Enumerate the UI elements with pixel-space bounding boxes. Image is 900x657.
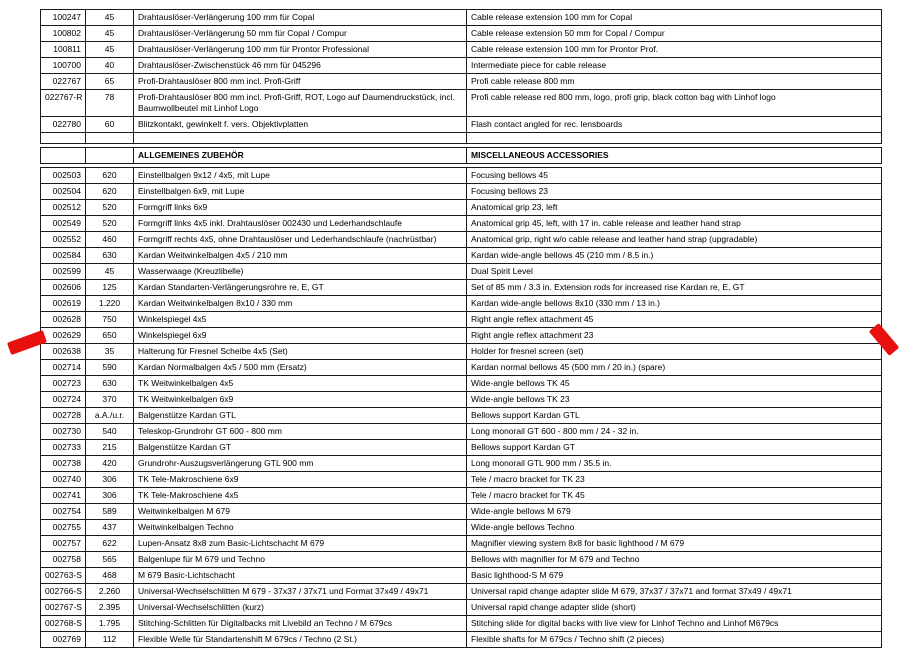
item-number-cell bbox=[41, 133, 86, 144]
item-number-cell: 002755 bbox=[41, 520, 86, 536]
table-row bbox=[41, 184, 882, 200]
description-de-cell: Weitwinkelbalgen Techno bbox=[134, 520, 467, 536]
price-cell: 589 bbox=[86, 504, 134, 520]
item-number-cell: 002769 bbox=[41, 632, 86, 648]
item-number-cell: 002723 bbox=[41, 376, 86, 392]
item-number-cell: 002549 bbox=[41, 216, 86, 232]
description-en-cell: Flexible shafts for M 679cs / Techno shift (2 pieces) bbox=[467, 632, 882, 648]
description-en-cell: Bellows support Kardan GTL bbox=[467, 408, 882, 424]
table-row bbox=[41, 26, 882, 42]
price-cell: 45 bbox=[86, 264, 134, 280]
item-number-cell bbox=[41, 148, 86, 164]
description-en-cell: Bellows support Kardan GT bbox=[467, 440, 882, 456]
table-row bbox=[41, 90, 882, 117]
item-number-cell: 002738 bbox=[41, 456, 86, 472]
price-cell: 468 bbox=[86, 568, 134, 584]
description-en-cell: Kardan wide-angle bellows 45 (210 mm / 8.5 in.) bbox=[467, 248, 882, 264]
description-de-cell: TK Weitwinkelbalgen 4x5 bbox=[134, 376, 467, 392]
description-en-cell: Cable release extension 100 mm for Copal bbox=[467, 10, 882, 26]
description-en-cell: Kardan normal bellows 45 (500 mm / 20 in.) (spare) bbox=[467, 360, 882, 376]
item-number-cell: 002768-S bbox=[41, 616, 86, 632]
item-number-cell: 002503 bbox=[41, 168, 86, 184]
item-number-cell: 002599 bbox=[41, 264, 86, 280]
description-en-cell: Magnifier viewing system 8x8 for basic lighthood / M 679 bbox=[467, 536, 882, 552]
description-en-cell: Anatomical grip, right w/o cable release and leather hand strap (upgradable) bbox=[467, 232, 882, 248]
table-row bbox=[41, 200, 882, 216]
table-row bbox=[41, 408, 882, 424]
description-de-cell: Formgriff links 4x5 inkl. Drahtauslöser 002430 und Lederhandschlaufe bbox=[134, 216, 467, 232]
item-number-cell: 100811 bbox=[41, 42, 86, 58]
description-de-cell: Wasserwaage (Kreuzlibelle) bbox=[134, 264, 467, 280]
table-row bbox=[41, 488, 882, 504]
price-cell: 620 bbox=[86, 168, 134, 184]
description-en-cell: Profi cable release red 800 mm, logo, profi grip, black cotton bag with Linhof logo bbox=[467, 90, 882, 117]
description-en-cell: Flash contact angled for rec. lensboards bbox=[467, 117, 882, 133]
description-de-cell: Universal-Wechselschlitten M 679 - 37x37 / 37x71 und Format 37x49 / 49x71 bbox=[134, 584, 467, 600]
table-row bbox=[41, 568, 882, 584]
item-number-cell: 002512 bbox=[41, 200, 86, 216]
table-row bbox=[41, 424, 882, 440]
description-de-cell: Drahtauslöser-Verlängerung 50 mm für Copal / Compur bbox=[134, 26, 467, 42]
description-de-cell: Balgenlupe für M 679 und Techno bbox=[134, 552, 467, 568]
table-row bbox=[41, 632, 882, 648]
price-cell: 112 bbox=[86, 632, 134, 648]
item-number-cell: 002733 bbox=[41, 440, 86, 456]
table-row bbox=[41, 74, 882, 90]
table-row bbox=[41, 232, 882, 248]
description-en-cell: Basic lighthood-S M 679 bbox=[467, 568, 882, 584]
description-en-cell: Kardan wide-angle bellows 8x10 (330 mm / 13 in.) bbox=[467, 296, 882, 312]
price-cell: 565 bbox=[86, 552, 134, 568]
description-en-cell bbox=[467, 133, 882, 144]
description-en-cell: Wide-angle bellows Techno bbox=[467, 520, 882, 536]
price-cell: 45 bbox=[86, 10, 134, 26]
item-number-cell: 002757 bbox=[41, 536, 86, 552]
description-en-cell: Focusing bellows 45 bbox=[467, 168, 882, 184]
table-row bbox=[41, 360, 882, 376]
price-cell: 306 bbox=[86, 488, 134, 504]
description-de-cell: Einstellbalgen 6x9, mit Lupe bbox=[134, 184, 467, 200]
description-de-cell: Blitzkontakt, gewinkelt f. vers. Objektivplatten bbox=[134, 117, 467, 133]
description-en-cell: Wide-angle bellows TK 23 bbox=[467, 392, 882, 408]
price-cell: 65 bbox=[86, 74, 134, 90]
description-de-cell: Flexible Welle für Standartenshift M 679cs / Techno (2 St.) bbox=[134, 632, 467, 648]
price-cell: 590 bbox=[86, 360, 134, 376]
item-number-cell: 022780 bbox=[41, 117, 86, 133]
description-en-cell: Universal rapid change adapter slide (short) bbox=[467, 600, 882, 616]
item-number-cell: 002740 bbox=[41, 472, 86, 488]
table-row bbox=[41, 10, 882, 26]
description-de-cell: Teleskop-Grundrohr GT 600 - 800 mm bbox=[134, 424, 467, 440]
item-number-cell: 002714 bbox=[41, 360, 86, 376]
description-de-cell: Drahtauslöser-Verlängerung 100 mm für Prontor Professional bbox=[134, 42, 467, 58]
price-cell: 630 bbox=[86, 248, 134, 264]
description-en-cell: Focusing bellows 23 bbox=[467, 184, 882, 200]
description-de-cell: Winkelspiegel 6x9 bbox=[134, 328, 467, 344]
item-number-cell: 002724 bbox=[41, 392, 86, 408]
price-cell: 540 bbox=[86, 424, 134, 440]
price-cell: 215 bbox=[86, 440, 134, 456]
item-number-cell: 002766-S bbox=[41, 584, 86, 600]
section-title-en: MISCELLANEOUS ACCESSORIES bbox=[467, 148, 882, 164]
table-row bbox=[41, 504, 882, 520]
description-de-cell: Kardan Normalbalgen 4x5 / 500 mm (Ersatz) bbox=[134, 360, 467, 376]
price-cell: 750 bbox=[86, 312, 134, 328]
description-de-cell bbox=[134, 133, 467, 144]
table-row bbox=[41, 280, 882, 296]
table-row bbox=[41, 328, 882, 344]
price-cell: 1.220 bbox=[86, 296, 134, 312]
price-cell: 520 bbox=[86, 216, 134, 232]
price-cell: 620 bbox=[86, 184, 134, 200]
item-number-cell: 022767 bbox=[41, 74, 86, 90]
item-number-cell: 002638 bbox=[41, 344, 86, 360]
item-number-cell: 002628 bbox=[41, 312, 86, 328]
table-row bbox=[41, 312, 882, 328]
description-en-cell: Set of 85 mm / 3.3 in. Extension rods for increased rise Kardan re, E, GT bbox=[467, 280, 882, 296]
price-cell: 306 bbox=[86, 472, 134, 488]
description-en-cell: Intermediate piece for cable release bbox=[467, 58, 882, 74]
description-de-cell: Kardan Standarten-Verlängerungsrohre re, E, GT bbox=[134, 280, 467, 296]
price-cell: 460 bbox=[86, 232, 134, 248]
table-row bbox=[41, 344, 882, 360]
item-number-cell: 002504 bbox=[41, 184, 86, 200]
description-en-cell: Tele / macro bracket for TK 45 bbox=[467, 488, 882, 504]
item-number-cell: 002619 bbox=[41, 296, 86, 312]
description-de-cell: Universal-Wechselschlitten (kurz) bbox=[134, 600, 467, 616]
description-de-cell: Weitwinkelbalgen M 679 bbox=[134, 504, 467, 520]
empty-row bbox=[41, 133, 882, 144]
item-number-cell: 022767-R bbox=[41, 90, 86, 117]
price-cell: 437 bbox=[86, 520, 134, 536]
item-number-cell: 002606 bbox=[41, 280, 86, 296]
table-row bbox=[41, 600, 882, 616]
description-de-cell: Balgenstütze Kardan GT bbox=[134, 440, 467, 456]
description-en-cell: Profi cable release 800 mm bbox=[467, 74, 882, 90]
section-header-row bbox=[41, 148, 882, 164]
price-cell: 45 bbox=[86, 42, 134, 58]
miscellaneous-accessories-table bbox=[40, 167, 882, 648]
table-row bbox=[41, 392, 882, 408]
description-de-cell: Halterung für Fresnel Scheibe 4x5 (Set) bbox=[134, 344, 467, 360]
description-de-cell: Formgriff links 6x9 bbox=[134, 200, 467, 216]
description-de-cell: Winkelspiegel 4x5 bbox=[134, 312, 467, 328]
price-cell: 2.260 bbox=[86, 584, 134, 600]
description-en-cell: Tele / macro bracket for TK 23 bbox=[467, 472, 882, 488]
table-row bbox=[41, 584, 882, 600]
item-number-cell: 002741 bbox=[41, 488, 86, 504]
table-row bbox=[41, 552, 882, 568]
price-cell: 40 bbox=[86, 58, 134, 74]
description-de-cell: Lupen-Ansatz 8x8 zum Basic-Lichtschacht M 679 bbox=[134, 536, 467, 552]
description-en-cell: Right angle reflex attachment 23 bbox=[467, 328, 882, 344]
item-number-cell: 002754 bbox=[41, 504, 86, 520]
description-de-cell: TK Weitwinkelbalgen 6x9 bbox=[134, 392, 467, 408]
item-number-cell: 002763-S bbox=[41, 568, 86, 584]
table-row bbox=[41, 248, 882, 264]
description-de-cell: Formgriff rechts 4x5, ohne Drahtauslöser und Lederhandschlaufe (nachrüstbar) bbox=[134, 232, 467, 248]
section-header-table bbox=[40, 147, 882, 164]
price-cell: 45 bbox=[86, 26, 134, 42]
price-cell: 650 bbox=[86, 328, 134, 344]
table-row bbox=[41, 472, 882, 488]
price-cell: 78 bbox=[86, 90, 134, 117]
description-de-cell: Profi-Drahtauslöser 800 mm incl. Profi-Griff bbox=[134, 74, 467, 90]
description-de-cell: Stitching-Schlitten für Digitalbacks mit Livebild an Techno / M 679cs bbox=[134, 616, 467, 632]
description-en-cell: Long monorail GT 600 - 800 mm / 24 - 32 in. bbox=[467, 424, 882, 440]
description-de-cell: Drahtauslöser-Zwischenstück 46 mm für 045296 bbox=[134, 58, 467, 74]
description-en-cell: Cable release extension 100 mm for Prontor Prof. bbox=[467, 42, 882, 58]
table-row bbox=[41, 117, 882, 133]
table-row bbox=[41, 520, 882, 536]
price-list-table-area bbox=[40, 9, 881, 648]
item-number-cell: 002758 bbox=[41, 552, 86, 568]
cable-release-accessories-table bbox=[40, 9, 882, 144]
price-cell: 1.795 bbox=[86, 616, 134, 632]
price-cell: 520 bbox=[86, 200, 134, 216]
table-row bbox=[41, 42, 882, 58]
table-row bbox=[41, 58, 882, 74]
description-en-cell: Wide-angle bellows TK 45 bbox=[467, 376, 882, 392]
description-en-cell: Right angle reflex attachment 45 bbox=[467, 312, 882, 328]
description-de-cell: TK Tele-Makroschiene 4x5 bbox=[134, 488, 467, 504]
table-row bbox=[41, 168, 882, 184]
price-cell bbox=[86, 133, 134, 144]
price-cell: 35 bbox=[86, 344, 134, 360]
price-cell: 370 bbox=[86, 392, 134, 408]
description-en-cell: Universal rapid change adapter slide M 679, 37x37 / 37x71 and format 37x49 / 49x71 bbox=[467, 584, 882, 600]
item-number-cell: 002730 bbox=[41, 424, 86, 440]
price-cell: 125 bbox=[86, 280, 134, 296]
section-title-de: ALLGEMEINES ZUBEHÖR bbox=[134, 148, 467, 164]
price-cell: 630 bbox=[86, 376, 134, 392]
table-row bbox=[41, 616, 882, 632]
price-cell bbox=[86, 148, 134, 164]
description-en-cell: Anatomical grip 45, left, with 17 in. cable release and leather hand strap bbox=[467, 216, 882, 232]
price-cell: 622 bbox=[86, 536, 134, 552]
price-cell: 2.395 bbox=[86, 600, 134, 616]
price-cell: 60 bbox=[86, 117, 134, 133]
price-cell: 420 bbox=[86, 456, 134, 472]
item-number-cell: 002584 bbox=[41, 248, 86, 264]
table-row bbox=[41, 536, 882, 552]
description-en-cell: Cable release extension 50 mm for Copal / Compur bbox=[467, 26, 882, 42]
item-number-cell: 002767-S bbox=[41, 600, 86, 616]
description-en-cell: Holder for fresnel screen (set) bbox=[467, 344, 882, 360]
description-de-cell: Balgenstütze Kardan GTL bbox=[134, 408, 467, 424]
description-de-cell: Grundrohr-Auszugsverlängerung GTL 900 mm bbox=[134, 456, 467, 472]
table-row bbox=[41, 376, 882, 392]
description-en-cell: Stitching slide for digital backs with live view for Linhof Techno and Linhof M679cs bbox=[467, 616, 882, 632]
item-number-cell: 100700 bbox=[41, 58, 86, 74]
description-en-cell: Long monorail GTL 900 mm / 35.5 in. bbox=[467, 456, 882, 472]
description-de-cell: Kardan Weitwinkelbalgen 8x10 / 330 mm bbox=[134, 296, 467, 312]
description-en-cell: Dual Spirit Level bbox=[467, 264, 882, 280]
table-row bbox=[41, 456, 882, 472]
table-row bbox=[41, 296, 882, 312]
description-de-cell: M 679 Basic-Lichtschacht bbox=[134, 568, 467, 584]
table-row bbox=[41, 440, 882, 456]
description-de-cell: Einstellbalgen 9x12 / 4x5, mit Lupe bbox=[134, 168, 467, 184]
item-number-cell: 002629 bbox=[41, 328, 86, 344]
table-row bbox=[41, 264, 882, 280]
description-en-cell: Bellows with magnifier for M 679 and Techno bbox=[467, 552, 882, 568]
item-number-cell: 100247 bbox=[41, 10, 86, 26]
item-number-cell: 100802 bbox=[41, 26, 86, 42]
item-number-cell: 002728 bbox=[41, 408, 86, 424]
description-de-cell: Kardan Weitwinkelbalgen 4x5 / 210 mm bbox=[134, 248, 467, 264]
table-row bbox=[41, 216, 882, 232]
description-de-cell: Profi-Drahtauslöser 800 mm incl. Profi-Griff, ROT, Logo auf Daumendruckstück, incl. Baumwollbeutel mit Linhof Logo bbox=[134, 90, 467, 117]
description-en-cell: Anatomical grip 23, left bbox=[467, 200, 882, 216]
description-de-cell: Drahtauslöser-Verlängerung 100 mm für Copal bbox=[134, 10, 467, 26]
description-en-cell: Wide-angle bellows M 679 bbox=[467, 504, 882, 520]
item-number-cell: 002552 bbox=[41, 232, 86, 248]
description-de-cell: TK Tele-Makroschiene 6x9 bbox=[134, 472, 467, 488]
price-cell: a.A./u.r. bbox=[86, 408, 134, 424]
